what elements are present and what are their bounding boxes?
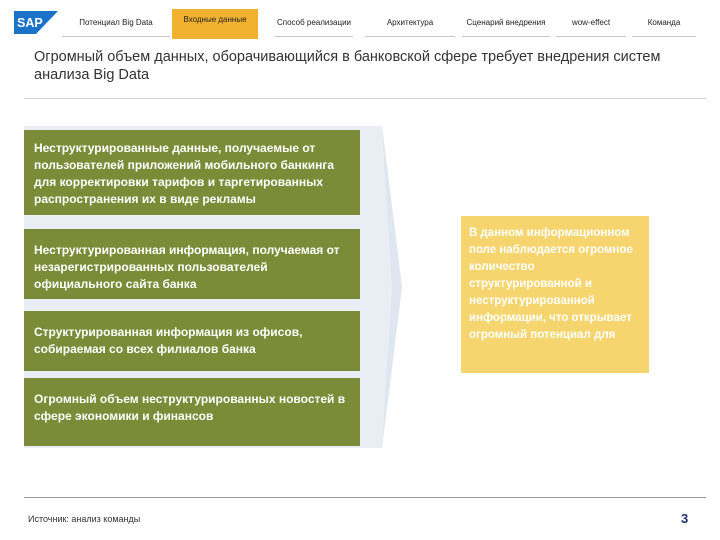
tab-label: wow-effect: [571, 17, 611, 27]
section-tabs: [62, 9, 696, 39]
source-note: Источник: анализ команды: [28, 514, 141, 524]
tab-team[interactable]: [632, 9, 696, 37]
page-title: Огромный объем данных, оборачивающийся в банковской сфере требует внедрения систем анализа Big Data: [34, 49, 661, 83]
tab-wow-effect[interactable]: [556, 9, 626, 37]
page-number: 3: [681, 511, 689, 526]
footer-divider: [24, 497, 706, 498]
tab-label: Команда: [647, 17, 681, 27]
input-box-mobile-banking: Неструктурированные данные, получаемые от пользователей приложений мобильного банкинга для корректировки тарифов и таргетированных распространения их в виде рекламы: [24, 130, 360, 215]
sap-logo-mark: [14, 11, 58, 34]
tab-implementation[interactable]: [275, 9, 353, 37]
tab-label: Входные данные: [183, 15, 247, 24]
tab-label: Способ реализации: [276, 17, 352, 27]
input-box-website-visitors: Неструктурированная информация, получаемая от незарегистрированных пользователей официального сайта банка: [24, 229, 360, 299]
tab-scenario[interactable]: [462, 9, 550, 37]
input-box-financial-news: Огромный объем неструктурированных новостей в сфере экономики и финансов: [24, 378, 360, 446]
tab-label: Сценарий внедрения: [466, 17, 546, 27]
conclusion-box: В данном информационном поле наблюдается огромное количество структурированной и неструктурированной информации, что открывает огромный потенциал для: [461, 216, 649, 373]
input-box-branch-offices: Структурированная информация из офисов, собираемая со всех филиалов банка: [24, 311, 360, 371]
tab-label: Архитектура: [386, 17, 434, 27]
sap-logo: [14, 11, 58, 34]
tab-label: Потенциал Big Data: [79, 17, 153, 27]
tab-potential[interactable]: [62, 9, 170, 37]
title-divider: [24, 98, 706, 99]
sap-logo-text: SAP: [17, 16, 43, 30]
tab-architecture[interactable]: [365, 9, 455, 37]
tab-input-data[interactable]: [172, 9, 258, 39]
